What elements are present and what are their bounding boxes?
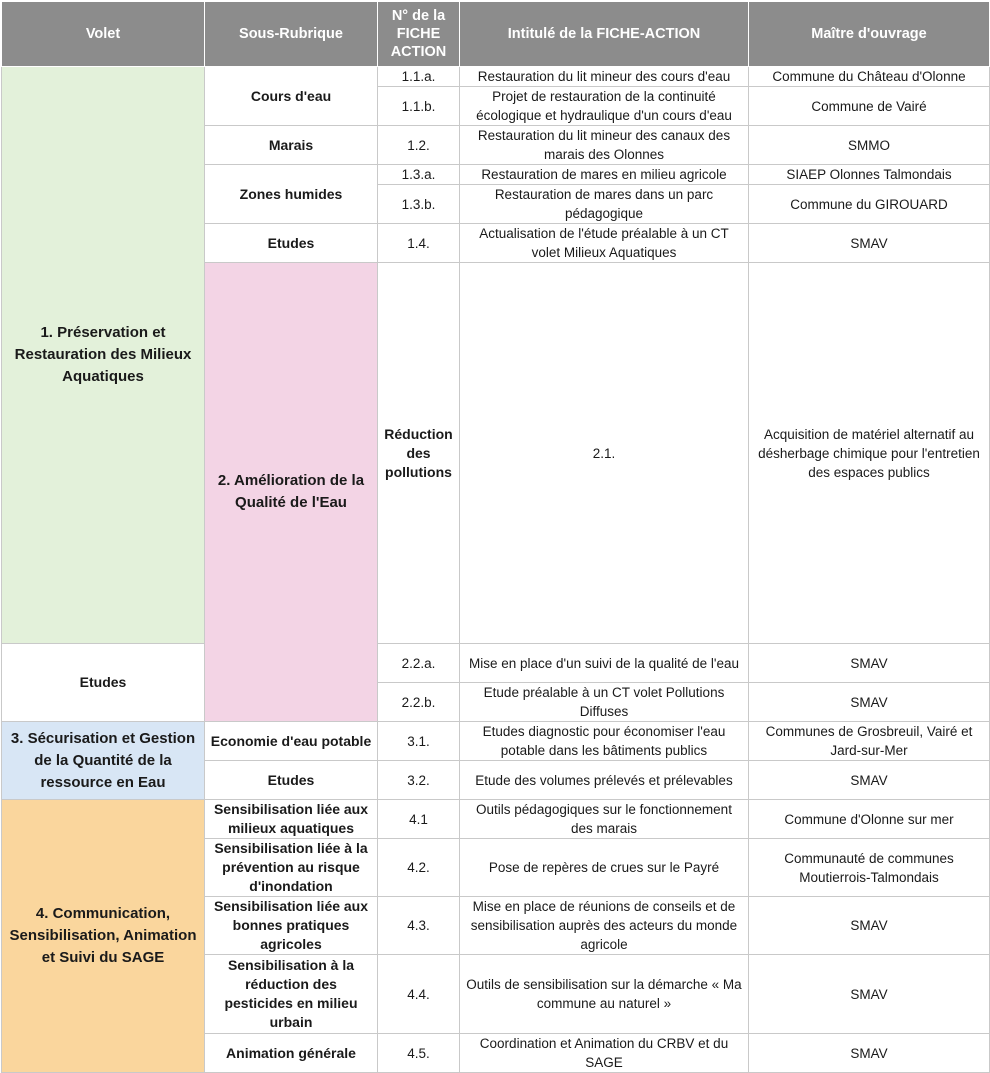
numero-cell: 4.5.	[378, 1034, 460, 1073]
numero-cell: 4.4.	[378, 955, 460, 1034]
numero-cell: 2.2.b.	[378, 683, 460, 722]
maitre-cell: SMMO	[749, 126, 990, 165]
volet-3-cell: 3. Sécurisation et Gestion de la Quantité de la ressource en Eau	[2, 722, 205, 800]
intitule-cell: Projet de restauration de la continuité écologique et hydraulique d'un cours d'eau	[460, 87, 749, 126]
intitule-cell: Etudes diagnostic pour économiser l'eau potable dans les bâtiments publics	[460, 722, 749, 761]
header-maitre: Maître d'ouvrage	[749, 2, 990, 67]
maitre-cell: SMAV	[749, 224, 990, 263]
header-sous-rubrique: Sous-Rubrique	[205, 2, 378, 67]
numero-cell: 1.2.	[378, 126, 460, 165]
numero-cell: 1.1.b.	[378, 87, 460, 126]
maitre-cell: Communauté de communes Moutierrois-Talmondais	[749, 839, 990, 897]
sous-rubrique-cell: Sensibilisation liée à la prévention au risque d'inondation	[205, 839, 378, 897]
sous-rubrique-cell: Marais	[205, 126, 378, 165]
intitule-cell: Etude préalable à un CT volet Pollutions Diffuses	[460, 683, 749, 722]
intitule-cell: Restauration de mares dans un parc pédagogique	[460, 185, 749, 224]
intitule-cell: Restauration du lit mineur des cours d'eau	[460, 67, 749, 87]
header-volet: Volet	[2, 2, 205, 67]
intitule-cell: Etude des volumes prélevés et prélevables	[460, 761, 749, 800]
numero-cell: 3.2.	[378, 761, 460, 800]
volet-2-cell: 2. Amélioration de la Qualité de l'Eau	[205, 263, 378, 722]
maitre-cell: SMAV	[749, 683, 990, 722]
intitule-cell: Actualisation de l'étude préalable à un CT volet Milieux Aquatiques	[460, 224, 749, 263]
numero-cell: 3.1.	[378, 722, 460, 761]
sous-rubrique-cell: Animation générale	[205, 1034, 378, 1073]
maitre-cell: Commune du GIROUARD	[749, 185, 990, 224]
maitre-cell: SMAV	[749, 761, 990, 800]
sous-rubrique-cell: Sensibilisation liée aux milieux aquatiques	[205, 800, 378, 839]
sous-rubrique-cell: Sensibilisation liée aux bonnes pratiques agricoles	[205, 897, 378, 955]
maitre-cell: Communes de Grosbreuil, Vairé et Jard-sur-Mer	[749, 722, 990, 761]
sous-rubrique-cell: Réduction des pollutions	[378, 263, 460, 644]
numero-cell: 4.3.	[378, 897, 460, 955]
sous-rubrique-cell: Etudes	[205, 761, 378, 800]
maitre-cell: SIAEP Olonnes Talmondais	[749, 165, 990, 185]
intitule-cell: Acquisition de matériel alternatif au désherbage chimique pour l'entretien des espaces publics	[749, 263, 990, 644]
intitule-cell: Mise en place de réunions de conseils et de sensibilisation auprès des acteurs du monde agricole	[460, 897, 749, 955]
intitule-cell: Restauration du lit mineur des canaux des marais des Olonnes	[460, 126, 749, 165]
intitule-cell: Coordination et Animation du CRBV et du SAGE	[460, 1034, 749, 1073]
maitre-cell: SMAV	[749, 955, 990, 1034]
numero-cell: 4.2.	[378, 839, 460, 897]
numero-cell: 4.1	[378, 800, 460, 839]
maitre-cell: SMAV	[749, 1034, 990, 1073]
sous-rubrique-cell: Economie d'eau potable	[205, 722, 378, 761]
header-row	[2, 2, 990, 67]
volet-1-cell: 1. Préservation et Restauration des Milieux Aquatiques	[2, 67, 205, 644]
numero-cell: 1.3.b.	[378, 185, 460, 224]
table-row	[2, 722, 990, 761]
header-numero: N° de la FICHE ACTION	[378, 2, 460, 67]
fiche-action-table	[1, 1, 990, 1073]
sous-rubrique-cell: Sensibilisation à la réduction des pesticides en milieu urbain	[205, 955, 378, 1034]
table-row	[2, 644, 990, 683]
numero-cell: 1.4.	[378, 224, 460, 263]
maitre-cell: SMAV	[749, 644, 990, 683]
table-row	[2, 67, 990, 87]
intitule-cell: Outils de sensibilisation sur la démarche « Ma commune au naturel »	[460, 955, 749, 1034]
maitre-cell: Commune d'Olonne sur mer	[749, 800, 990, 839]
sous-rubrique-cell: Zones humides	[205, 165, 378, 224]
intitule-cell: Pose de repères de crues sur le Payré	[460, 839, 749, 897]
intitule-cell: Mise en place d'un suivi de la qualité de l'eau	[460, 644, 749, 683]
maitre-cell: SMAV	[749, 897, 990, 955]
numero-cell: 2.2.a.	[378, 644, 460, 683]
numero-cell: 1.1.a.	[378, 67, 460, 87]
header-intitule: Intitulé de la FICHE-ACTION	[460, 2, 749, 67]
volet-4-cell: 4. Communication, Sensibilisation, Animation et Suivi du SAGE	[2, 800, 205, 1073]
maitre-cell: Commune de Vairé	[749, 87, 990, 126]
maitre-cell: Commune du Château d'Olonne	[749, 67, 990, 87]
table-row	[2, 800, 990, 839]
numero-cell: 2.1.	[460, 263, 749, 644]
numero-cell: 1.3.a.	[378, 165, 460, 185]
sous-rubrique-cell: Cours d'eau	[205, 67, 378, 126]
sous-rubrique-cell: Etudes	[2, 644, 205, 722]
sous-rubrique-cell: Etudes	[205, 224, 378, 263]
intitule-cell: Restauration de mares en milieu agricole	[460, 165, 749, 185]
intitule-cell: Outils pédagogiques sur le fonctionnement des marais	[460, 800, 749, 839]
